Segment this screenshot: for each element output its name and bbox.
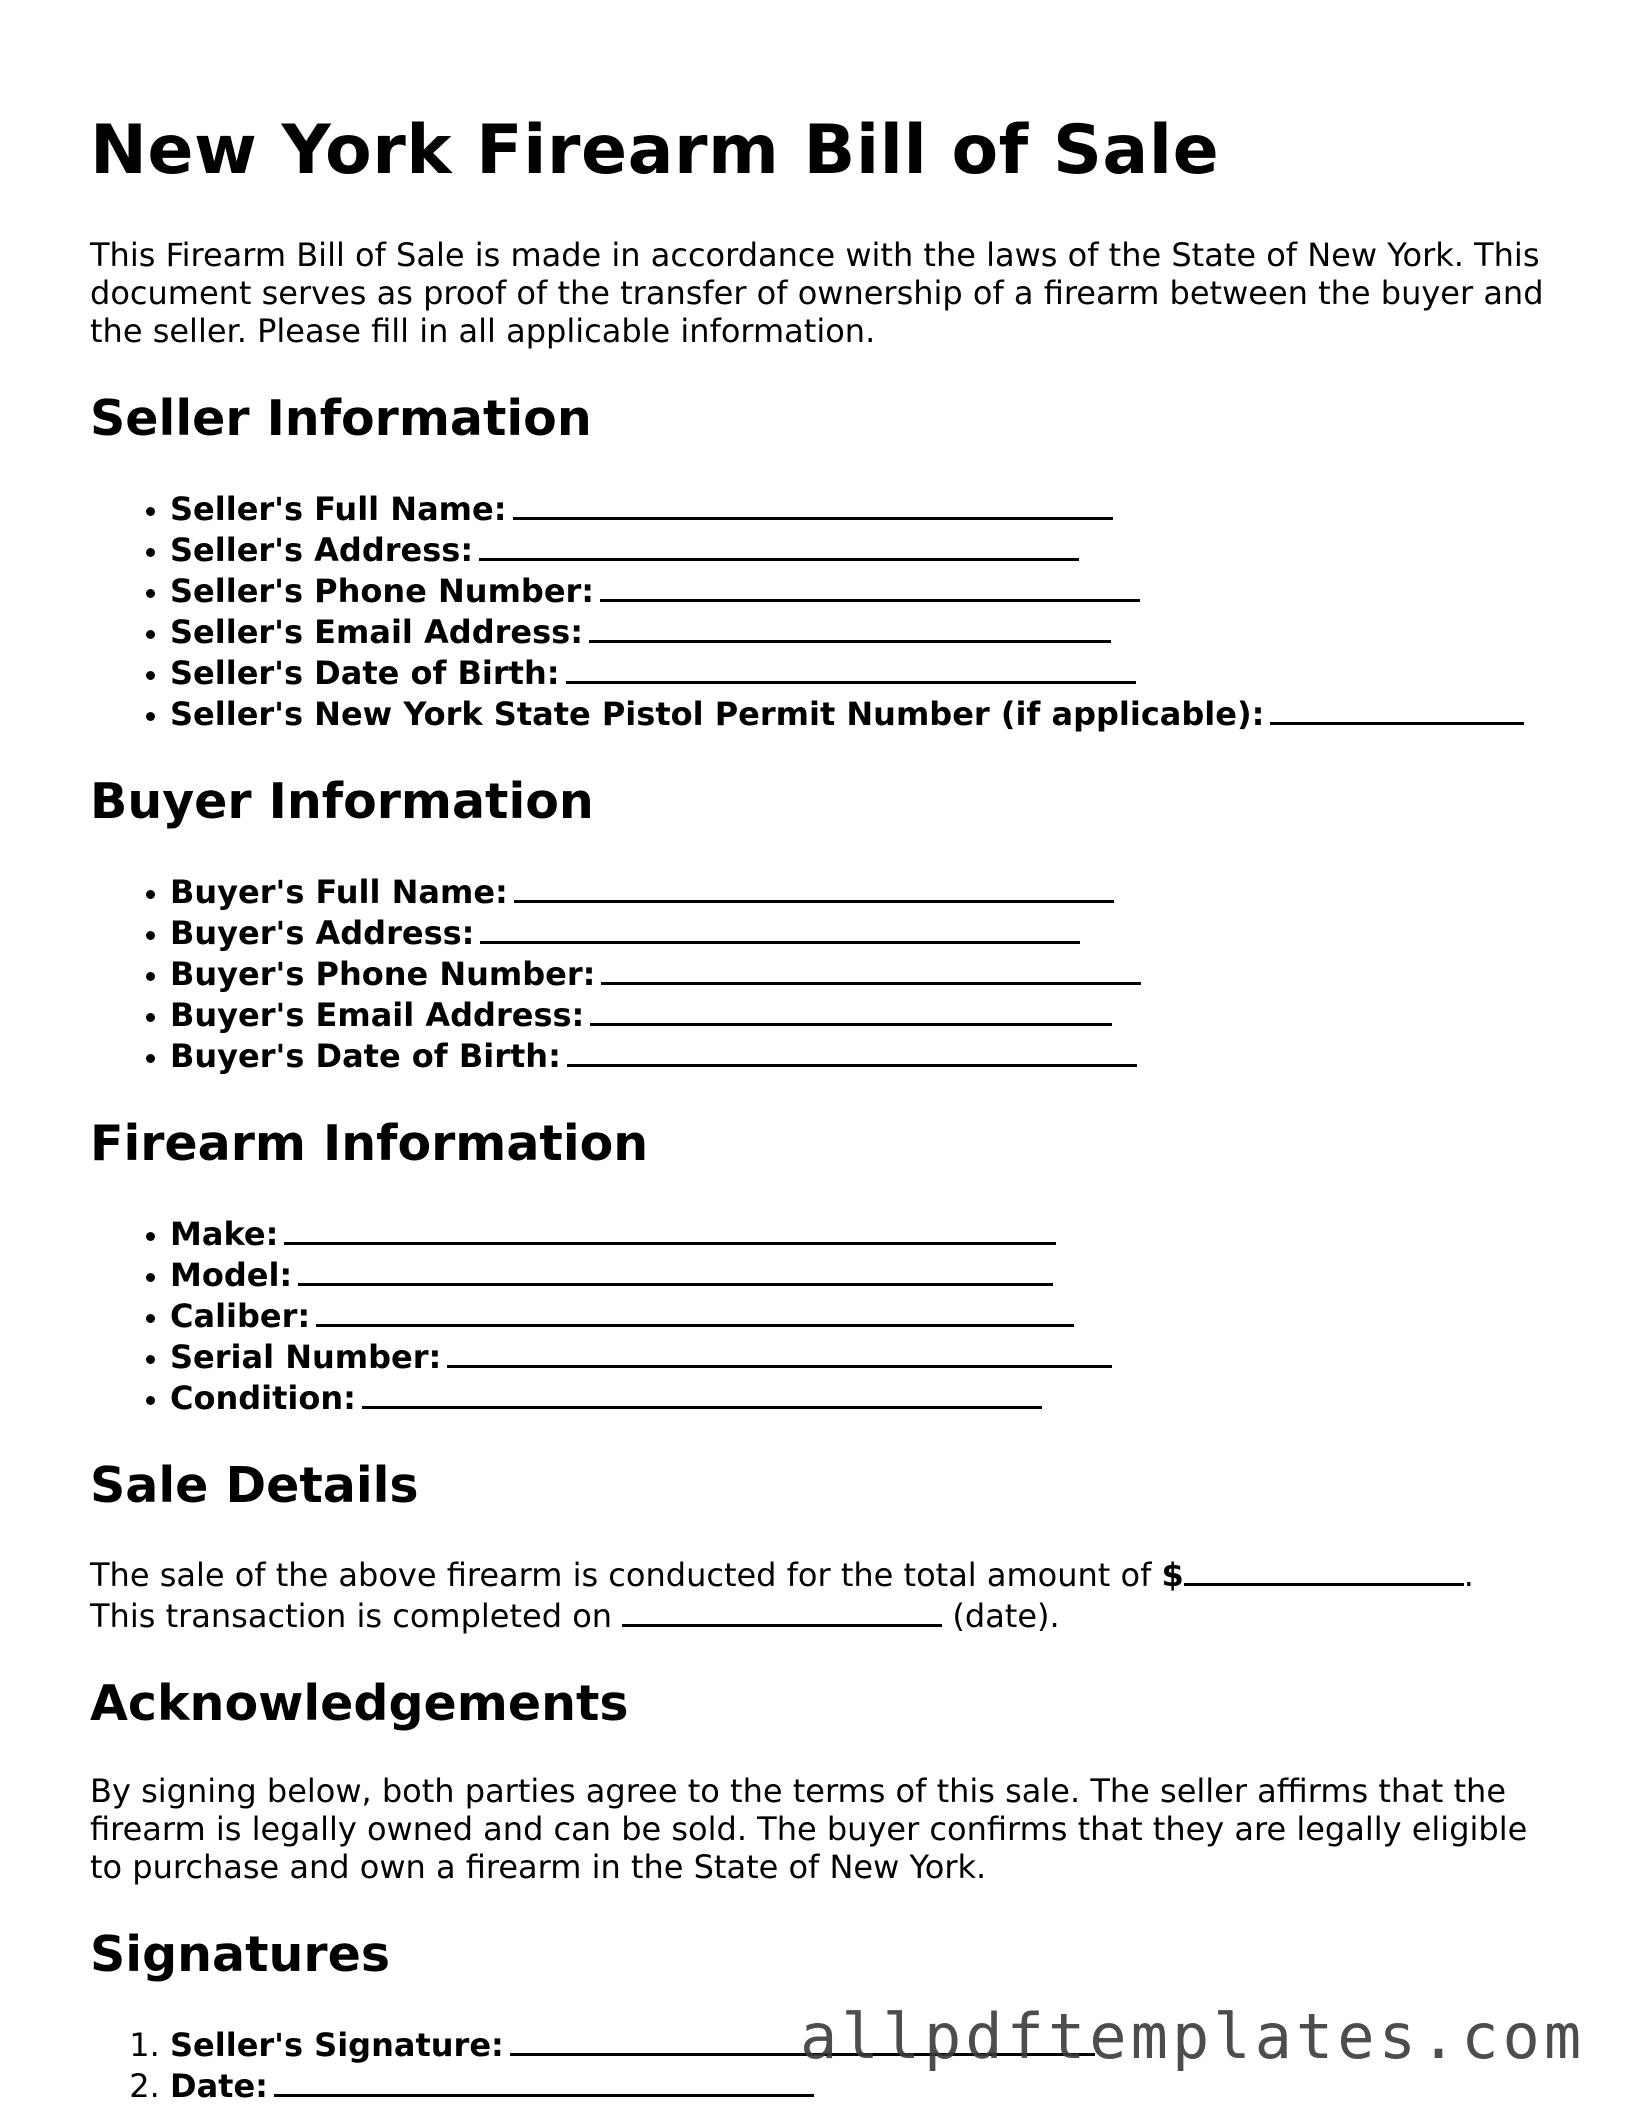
- buyer-dob-blank[interactable]: [567, 1034, 1137, 1067]
- ack-heading: Acknowledgements: [90, 1675, 629, 1733]
- field-label: Buyer's Phone Number:: [170, 954, 596, 993]
- sale-period: .: [1463, 1556, 1474, 1595]
- buyer-email-item: [170, 993, 1550, 1034]
- field-label: Buyer's Full Name:: [170, 872, 508, 911]
- field-label: Condition:: [170, 1378, 356, 1417]
- signature-date-blank[interactable]: [274, 2064, 814, 2097]
- sale-date-text: This transaction is completed on: [90, 1597, 613, 1636]
- seller-permit-item: [170, 692, 1550, 733]
- seller-heading: Seller Information: [90, 390, 592, 448]
- field-label: Seller's Full Name:: [170, 489, 507, 528]
- field-label: Buyer's Email Address:: [170, 995, 585, 1034]
- firearm-serial-item: [170, 1335, 1550, 1376]
- seller-section: [90, 390, 1550, 733]
- field-label: Seller's Address:: [170, 530, 474, 569]
- field-label: Date:: [170, 2066, 268, 2105]
- seller-email-blank[interactable]: [589, 610, 1111, 643]
- sale-paragraph: [90, 1553, 1550, 1635]
- firearm-fields-list: [90, 1212, 1550, 1417]
- firearm-section: [90, 1115, 1550, 1417]
- intro-paragraph: This Firearm Bill of Sale is made in accordance with the laws of the State of New York. This document serves as proof of the transfer of ownership of a firearm between the buyer and the seller. Please fill in all applicable information.: [90, 236, 1544, 351]
- signatures-heading: Signatures: [90, 1926, 390, 1984]
- firearm-heading: Firearm Information: [90, 1114, 649, 1172]
- firearm-condition-item: [170, 1376, 1550, 1417]
- seller-fields-list: [90, 487, 1550, 733]
- field-label: Seller's Date of Birth:: [170, 653, 560, 692]
- seller-full-name-item: [170, 487, 1550, 528]
- firearm-serial-blank[interactable]: [447, 1335, 1112, 1368]
- field-label: Caliber:: [170, 1296, 311, 1335]
- field-label: Seller's Email Address:: [170, 612, 583, 651]
- seller-permit-blank[interactable]: [1270, 692, 1524, 725]
- seller-dob-blank[interactable]: [566, 651, 1136, 684]
- document: [90, 112, 1550, 2105]
- buyer-section: [90, 773, 1550, 1075]
- seller-full-name-blank[interactable]: [513, 487, 1113, 520]
- document-title: New York Firearm Bill of Sale: [90, 111, 1220, 190]
- sale-amount-blank[interactable]: [1184, 1553, 1464, 1586]
- field-label: Make:: [170, 1214, 279, 1253]
- watermark: allpdftemplates.com: [800, 2000, 1586, 2073]
- seller-address-item: [170, 528, 1550, 569]
- seller-phone-blank[interactable]: [600, 569, 1140, 602]
- firearm-model-item: [170, 1253, 1550, 1294]
- seller-email-item: [170, 610, 1550, 651]
- firearm-make-blank[interactable]: [284, 1212, 1056, 1245]
- field-label: Seller's New York State Pistol Permit Number (if applicable):: [170, 694, 1265, 733]
- buyer-heading: Buyer Information: [90, 772, 594, 830]
- ack-section: [90, 1675, 1550, 1886]
- buyer-full-name-blank[interactable]: [514, 870, 1114, 903]
- seller-phone-item: [170, 569, 1550, 610]
- firearm-model-blank[interactable]: [298, 1253, 1053, 1286]
- sale-date-blank[interactable]: [622, 1594, 942, 1627]
- sale-heading: Sale Details: [90, 1456, 419, 1514]
- buyer-phone-blank[interactable]: [601, 952, 1141, 985]
- buyer-email-blank[interactable]: [590, 993, 1112, 1026]
- sale-amount-text: The sale of the above firearm is conducted for the total amount of: [90, 1556, 1152, 1595]
- buyer-full-name-item: [170, 870, 1550, 911]
- field-label: Buyer's Date of Birth:: [170, 1036, 561, 1075]
- seller-dob-item: [170, 651, 1550, 692]
- buyer-dob-item: [170, 1034, 1550, 1075]
- ack-paragraph: By signing below, both parties agree to the terms of this sale. The seller affirms that the firearm is legally owned and can be sold. The buyer confirms that they are legally eligible to purchase and own a firearm in the State of New York.: [90, 1772, 1528, 1887]
- field-label: Seller's Signature:: [170, 2025, 504, 2064]
- field-label: Serial Number:: [170, 1337, 442, 1376]
- seller-address-blank[interactable]: [479, 528, 1079, 561]
- field-label: Seller's Phone Number:: [170, 571, 595, 610]
- sale-date-suffix: (date).: [952, 1597, 1060, 1636]
- firearm-caliber-blank[interactable]: [316, 1294, 1074, 1327]
- buyer-phone-item: [170, 952, 1550, 993]
- firearm-condition-blank[interactable]: [362, 1376, 1042, 1409]
- field-label: Model:: [170, 1255, 293, 1294]
- buyer-fields-list: [90, 870, 1550, 1075]
- field-label: Buyer's Address:: [170, 913, 475, 952]
- currency-symbol: $: [1161, 1556, 1184, 1595]
- buyer-address-blank[interactable]: [480, 911, 1080, 944]
- sale-section: [90, 1457, 1550, 1636]
- buyer-address-item: [170, 911, 1550, 952]
- firearm-make-item: [170, 1212, 1550, 1253]
- firearm-caliber-item: [170, 1294, 1550, 1335]
